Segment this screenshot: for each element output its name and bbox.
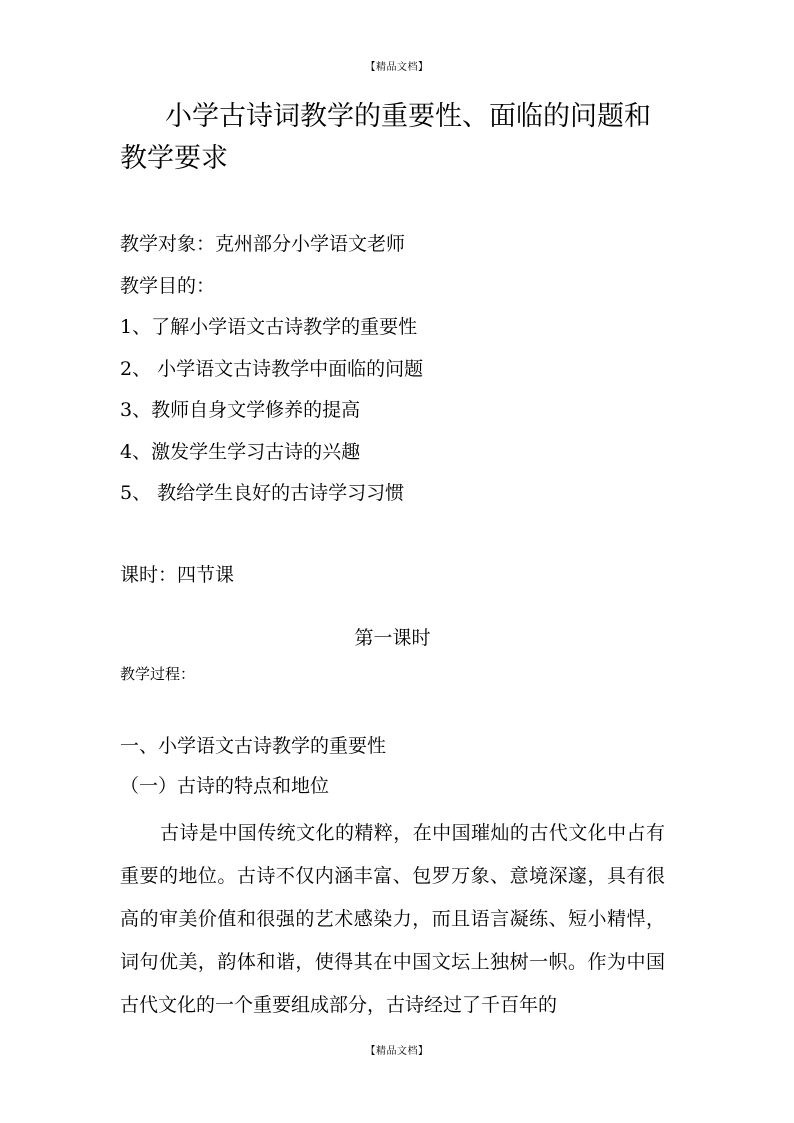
body-paragraph: 古诗是中国传统文化的精粹，在中国璀灿的古代文化中占有重要的地位。古诗不仅内涵丰富、包罗万象、意境深邃，具有很高的审美价值和很强的艺术感染力，而且语言凝练、短小精悍，词句优美，韵体和谐，使得其在中国文坛上独树一帜。作为中国古代文化的一个重要组成部分，古诗经过了千百年的 [120, 822, 665, 1016]
meta-block [120, 224, 665, 596]
document-title: 小学古诗词教学的重要性、面临的问题和教学要求 [120, 101, 651, 174]
spacer [120, 515, 665, 555]
process-label: 教学过程： [120, 665, 196, 683]
goal-item: 2、 小学语文古诗教学中面临的问题 [120, 357, 424, 380]
teaching-target: 教学对象：克州部分小学语文老师 [120, 233, 406, 255]
teaching-goal-label: 教学目的： [120, 274, 216, 297]
document-page [120, 96, 665, 1027]
lesson-title: 第一课时 [354, 627, 431, 649]
goal-item: 3、教师自身文学修养的提高 [120, 399, 361, 421]
goal-item: 4、激发学生学习古诗的兴趣 [120, 440, 361, 463]
class-hours: 课时：四节课 [120, 563, 235, 586]
goal-item: 1、了解小学语文古诗教学的重要性 [120, 316, 418, 338]
subsection-heading: （一）古诗的特点和地位 [120, 775, 330, 797]
section-heading: 一、小学语文古诗教学的重要性 [120, 735, 387, 757]
header-watermark: 【精品文档】 [365, 62, 429, 73]
goal-item: 5、 教给学生良好的古诗学习习惯 [120, 482, 405, 504]
footer-watermark: 【精品文档】 [365, 1046, 429, 1057]
